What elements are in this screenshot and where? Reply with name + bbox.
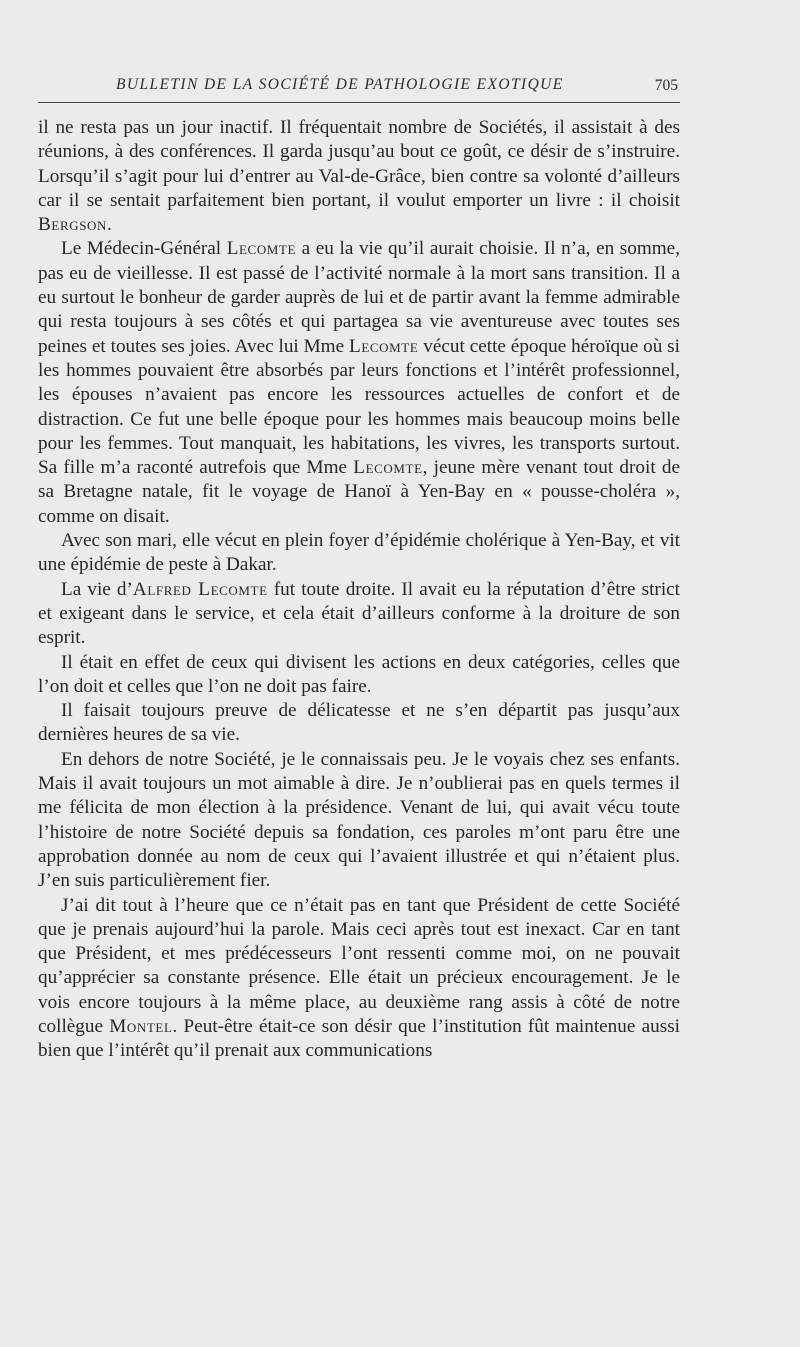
person-name: Lecomte xyxy=(353,457,423,479)
body-text xyxy=(38,116,680,1064)
paragraph-1 xyxy=(38,116,680,237)
paragraph-3: Avec son mari, elle vécut en plein foyer d’épidémie cholérique à Yen-Bay, et vit une épidémie de peste à Dakar. xyxy=(38,530,680,576)
person-name: Montel xyxy=(109,1015,173,1037)
paragraph-6: Il faisait toujours preuve de délicatesse et ne s’en départit pas jusqu’aux dernières heures de sa vie. xyxy=(38,700,680,746)
person-name: Lecomte xyxy=(226,238,297,260)
person-name: Alfred Lecomte xyxy=(132,578,268,600)
running-title: BULLETIN DE LA SOCIÉTÉ DE PATHOLOGIE EXOTIQUE xyxy=(116,76,564,93)
paragraph-7: En dehors de notre Société, je le connaissais peu. Je le voyais chez ses enfants. Mais il avait toujours un mot aimable à dire. Je n’oublierai pas en quels termes il me félicita de mon élection à la présidence. Venant de lui, qui avait vécu toute l’histoire de notre Société depuis sa fondation, ces paroles m’ont paru être une approbation donnée au nom de ceux qui l’avaient illustrée et qui n’étaient plus. J’en suis particulièrement fier. xyxy=(38,748,680,892)
paragraph-8 xyxy=(38,894,680,1064)
text-run: il ne resta pas un jour inactif. Il fréquentait nombre de Sociétés, il assistait à des réunions, à des conférences. Il garda jusqu’au bout ce goût, ce désir de s’instruire. Lorsqu’il s’agit pour lui d’entrer au Val-de-Grâce, bien contre sa volonté d’ailleurs car il se sentait parfaitement bien portant, il voulut emporter un livre : il choisit xyxy=(38,117,680,211)
text-run: fut toute droite. Il avait eu la réputation d’être strict et exigeant dans le service, et cela était d’ailleurs conforme à la droiture de son esprit. xyxy=(38,578,680,649)
page-number: 705 xyxy=(654,77,678,94)
text-run: . xyxy=(107,214,112,236)
author-name: Bergson xyxy=(38,214,108,236)
text-run: La vie d’ xyxy=(61,578,133,600)
text-run: a eu la vie qu’il aurait choisie. Il n’a, en somme, pas eu de vieillesse. Il est passé de l’activité normale à la mort sans transition. Il a eu surtout le bonheur de garder auprès de lui et de partir avant la femme admirable qui resta toujours à ses côtés et qui partagea sa vie aventureuse avec toutes ses peines et toutes ses joies. Avec lui Mme xyxy=(38,238,681,357)
paragraph-4 xyxy=(38,578,680,651)
running-header xyxy=(38,74,680,103)
text-run: . Peut-être était-ce son désir que l’institution fût maintenue aussi bien que l’intérêt qu’il prenait aux communications xyxy=(38,1015,680,1062)
paragraph-5: Il était en effet de ceux qui divisent les actions en deux catégories, celles que l’on doit et celles que l’on ne doit pas faire. xyxy=(38,651,680,697)
paragraph-2 xyxy=(38,237,680,529)
text-run: vécut cette époque héroïque où si les hommes pouvaient être absorbés par leurs fonctions et l’intérêt professionnel, les épouses n’avaient pas encore les ressources actuelles de confort et de distraction. Ce fut une belle époque pour les hommes mais beaucoup moins belle pour les femmes. Tout manquait, les habitations, les vivres, les transports surtout. Sa fille m’a raconté autrefois que Mme xyxy=(38,335,680,479)
person-name: Lecomte xyxy=(349,335,419,357)
text-run: , jeune mère venant tout droit de sa Bretagne natale, fit le voyage de Hanoï à Yen-Bay en « pousse-choléra », comme on disait. xyxy=(38,457,680,527)
text-run: Le Médecin-Général xyxy=(61,238,227,260)
text-run: J’ai dit tout à l’heure que ce n’était pas en tant que Président de cette Société que je prenais aujourd’hui la parole. Mais ceci après tout est inexact. Car en tant que Président, et mes prédécesseurs l’ont ressenti comme moi, on ne pouvait qu’apprécier sa constante présence. Elle était un précieux encouragement. Je le vois encore toujours à la même place, au deuxième rang assis à côté de notre collègue xyxy=(38,894,680,1037)
